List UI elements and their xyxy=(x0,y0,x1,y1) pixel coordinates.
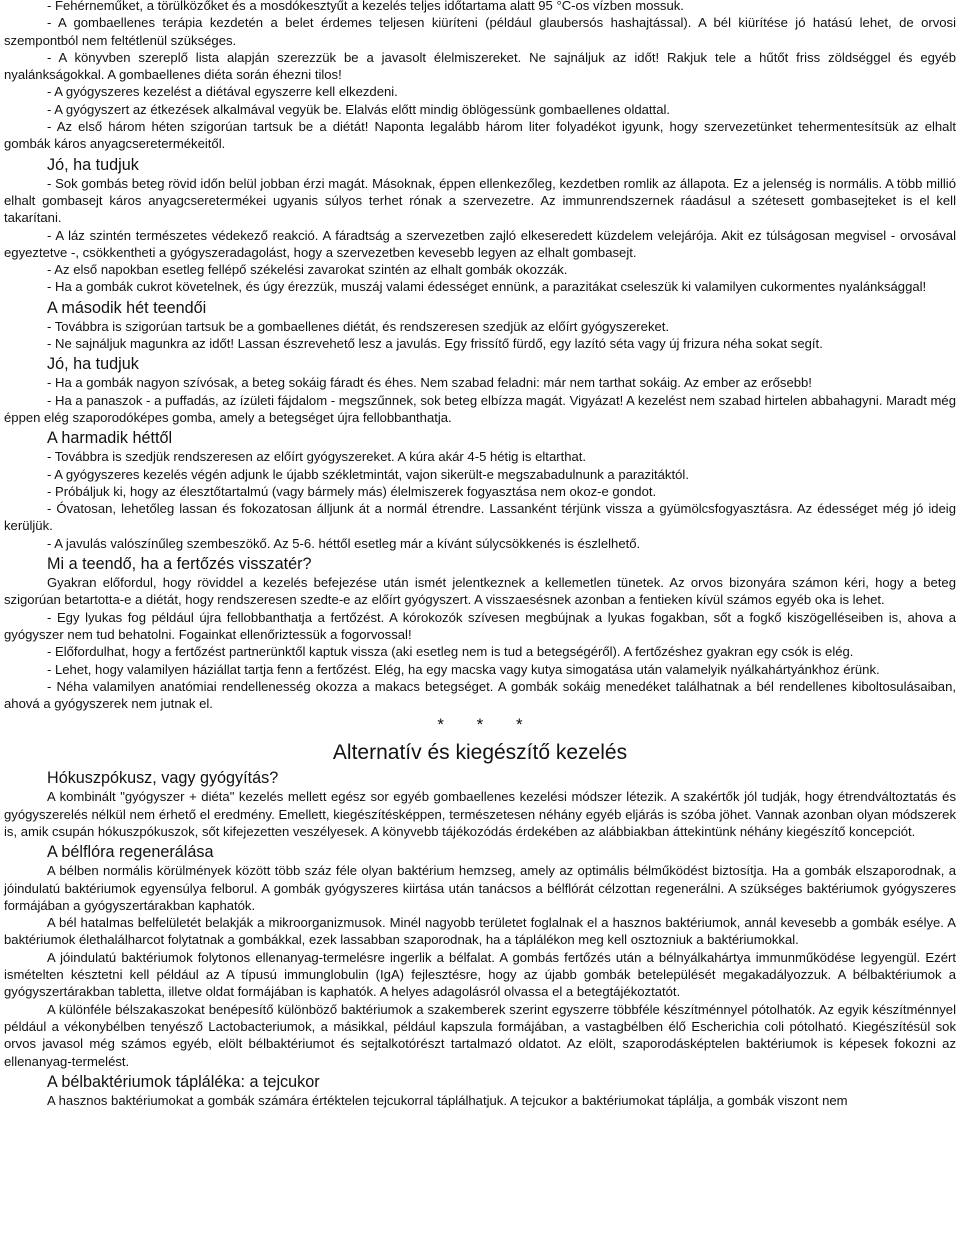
paragraph: - Továbbra is szedjük rendszeresen az előírt gyógyszereket. A kúra akár 4-5 hétig is eltarthat. xyxy=(47,449,587,465)
paragraph: - Óvatosan, lehetőleg lassan és fokozatosan álljunk át a normál étrendre. Lassanként térjünk vissza a gyümölcsfogyasztásra. Az édességet még jó ideig kerüljük. xyxy=(4,501,956,534)
section-heading: A bélflóra regenerálása xyxy=(47,843,214,862)
paragraph: - Ne sajnáljuk magunkra az időt! Lassan észrevehető lesz a javulás. Egy frissítő fürdő, egy lazító séta vagy új frizura néha sokat segít. xyxy=(47,336,823,352)
paragraph: Gyakran előfordul, hogy röviddel a kezelés befejezése után ismét jelentkeznek a kellemetlen tünetek. Az orvos bizonyára számon kéri, hogy a beteg szigorúan betartotta-e a diétát, hogy rendszeresen szedte-e az előírt gyógyszert. A visszaesésnek azonban a fentieken kívül számos egyéb oka is lehet. xyxy=(4,575,956,608)
paragraph: - A javulás valószínűleg szembeszökő. Az 5-6. héttől esetleg már a kívánt súlycsökkenés is észlelhető. xyxy=(47,535,641,551)
paragraph: A kombinált "gyógyszer + diéta" kezelés mellett egész sor egyéb gombaellenes kezelési módszer létezik. A szakértők jól tudják, hogy étrendváltoztatás és gyógyszerelés nélkül nem érhető el eredmény. Emellett, kiegészítésképpen, természetesen néhány egyéb eljárás is szóba jöhet. Vannak azonban olyan módszerek is, amik csupán hókuszpókuszok, sőt kifejezetten veszélyesek. A könyvebb tájékozódás érdekében az alábbiakban áttekintünk néhány kiegészítő koncepciót. xyxy=(4,789,956,839)
paragraph: - Néha valamilyen anatómiai rendellenesség okozza a makacs betegséget. A gombák sokáig menedéket találhatnak a bél rendellenes kiboltosulásaiban, ahová a gyógyszerek nem jutnak el. xyxy=(4,678,956,712)
paragraph: - A könyvben szereplő lista alapján szerezzük be a javasolt élelmiszereket. Ne sajnáljuk az időt! Rakjuk tele a hűtőt friss zöldséggel és egyéb nyalánkságokkal. A gombaellenes diéta során éhezni tilos! xyxy=(4,49,956,83)
section-heading: Jó, ha tudjuk xyxy=(47,355,139,374)
paragraph: A hasznos baktériumokat a gombák számára értéktelen tejcukorral táplálhatjuk. A tejcukor a baktériumokat táplálja, a gombák viszont nem xyxy=(47,1092,848,1108)
paragraph: A bél hatalmas belfelületét belakják a mikroorganizmusok. Minél nagyobb területet foglalnak el a hasznos baktériumok, annál kevesebb a gombák esélye. A baktériumok élethalálharcot folytatnak a gombákkal, ezek lassabban szaporodnak, ha a táplálékon meg kell osztozniuk a baktériumokkal. xyxy=(4,915,956,948)
paragraph: - Ha a panaszok - a puffadás, az ízületi fájdalom - megszűnnek, sok beteg elbízza magát. Vigyázat! A kezelést nem szabad hirtelen abbahagyni. Maradt még éppen elég szaporodóképes gomba, amely a betegséget újra fellobbanthatja. xyxy=(4,392,956,425)
paragraph: A bélben normális körülmények között több száz féle olyan baktérium hemzseg, amely az optimális bélműködést biztosítja. Ha a gombák elszaporodnak, a jóindulatú baktériumok egyensúlya felborul. A gombák gyógyszeres kiirtása után tanácsos a bélflórát célzottan regenerálni. A szükséges baktériumok gyógyszeres formájában a gyógyszertárakban kaphatók. xyxy=(4,863,956,913)
section-heading: A bélbaktériumok tápláléka: a tejcukor xyxy=(47,1072,320,1091)
section-separator: * * * xyxy=(437,715,537,735)
paragraph: A különféle bélszakaszokat benépesítő különböző baktériumok a szakemberek szerint egyszerre többféle készítménnyel pótolhatók. Az egyik készítménnyel például a vékonybélben tenyésző Lactobacteriumok, a másikkal, például kapszula formájában, a vastagbélben élő Escherichia coli pótolható. Kiegészítésül sok orvos javasol még számos egyéb, elölt bélbaktériumot és sejtalkotórészt tartalmazó oldatot. Az elölt, szaporodásképtelen baktériumok is képesek fokozni az ellenanyag-termelést. xyxy=(4,1001,956,1069)
paragraph: - Az első napokban esetleg fellépő székelési zavarokat szintén az elhalt gombák okozzák. xyxy=(47,262,568,278)
document-page xyxy=(4,0,956,1109)
paragraph: - A láz szintén természetes védekező reakció. A fáradtság a szervezetben zajló elkeseredett küzdelem velejárója. Akit ez túlságosan megvisel - orvosával egyeztetve -, csökkentheti a gyógyszeradagolást, hogy a szervezetben kevesebb legyen az elhalt gombasejt. xyxy=(4,227,956,260)
paragraph: - A gyógyszeres kezelést a diétával egyszerre kell elkezdeni. xyxy=(47,84,398,100)
paragraph: - Az első három héten szigorúan tartsuk be a diétát! Naponta legalább három liter folyadékot igyunk, hogy szervezetünket tehermentesítsük az elhalt gombák káros anyagcseretermékeitől. xyxy=(4,119,956,152)
paragraph: - A gombaellenes terápia kezdetén a belet érdemes teljesen kiüríteni (például glaubersós hashajtással). A bél kiürítése jó hatású lehet, de orvosi szempontból nem feltétlenül szükséges. xyxy=(4,15,956,48)
paragraph: A jóindulatú baktériumok folytonos ellenanyag-termelésre ingerlik a bélfalat. A gombás fertőzés után a bélnyálkahártya immunműködése legyengül. Ezért ismételten késztetni kell például az A típusú immunglobulin (IgA) fejlesztésre, hogy az újabb gombák betelepülését megakadályozzuk. A bélbaktériumok a gyógyszertárakban tabletta, illetve oldat formájában is kaphatók. A helyes adagolásról olvassa el a betegtájékoztatót. xyxy=(4,949,956,1000)
paragraph: - Ha a gombák nagyon szívósak, a beteg sokáig fáradt és éhes. Nem szabad feladni: már nem tarthat sokáig. Az ember az erősebb! xyxy=(47,375,812,391)
paragraph: - Egy lyukas fog például újra fellobbanthatja a fertőzést. A kórokozók szívesen megbújnak a lyukas fogakban, sőt a fogkő kiszögelléseiben is, ahova a gyógyszer nem tud behatolni. Fogainkat ellenőriztessük a fogorvossal! xyxy=(4,609,956,642)
paragraph: - Sok gombás beteg rövid időn belül jobban érzi magát. Másoknak, éppen ellenkezőleg, kezdetben romlik az állapota. Ez a jelenség is normális. A több millió elhalt gombasejt káros anyagcseretermékei ugyanis súlyos terhet rónak a szervezetre. Az immunrendszernek ráadásul a szétesett gombasejteket is el kell takarítani. xyxy=(4,175,956,226)
paragraph: - A gyógyszeres kezelés végén adjunk le újabb székletmintát, vajon sikerült-e megszabadulnunk a parazitáktól. xyxy=(47,466,689,482)
paragraph: - A gyógyszert az étkezések alkalmával vegyük be. Elalvás előtt mindig öblögessünk gombaellenes oldattal. xyxy=(47,101,671,117)
paragraph: - Lehet, hogy valamilyen háziállat tartja fenn a fertőzést. Elég, ha egy macska vagy kutya simogatása után valamelyik nyálkahártyánkhoz érünk. xyxy=(47,661,880,677)
paragraph: - Ha a gombák cukrot követelnek, és úgy érezzük, muszáj valami édességet ennünk, a parazitákat cseleszük ki valamilyen cukormentes nyalánksággal! xyxy=(47,279,927,295)
section-heading: Mi a teendő, ha a fertőzés visszatér? xyxy=(47,555,312,574)
section-heading: Hókuszpókusz, vagy gyógyítás? xyxy=(47,769,279,788)
paragraph: - Fehérneműket, a törülközőket és a mosdókesztyűt a kezelés teljes időtartama alatt 95 °C-os vízben mossuk. xyxy=(47,0,684,13)
section-heading: A második hét teendői xyxy=(47,298,207,317)
paragraph: - Próbáljuk ki, hogy az élesztőtartalmú (vagy bármely más) élelmiszerek fogyasztása nem okoz-e gondot. xyxy=(47,483,657,499)
section-heading: A harmadik héttől xyxy=(47,429,173,448)
chapter-title: Alternatív és kiegészítő kezelés xyxy=(332,741,628,765)
section-heading: Jó, ha tudjuk xyxy=(47,155,139,174)
paragraph: - Előfordulhat, hogy a fertőzést partnerünktől kaptuk vissza (aki esetleg nem is tud a betegségéről). A fertőzéshez gyakran egy csók is elég. xyxy=(47,644,854,660)
paragraph: - Továbbra is szigorúan tartsuk be a gombaellenes diétát, és rendszeresen szedjük az előírt gyógyszereket. xyxy=(47,318,670,334)
